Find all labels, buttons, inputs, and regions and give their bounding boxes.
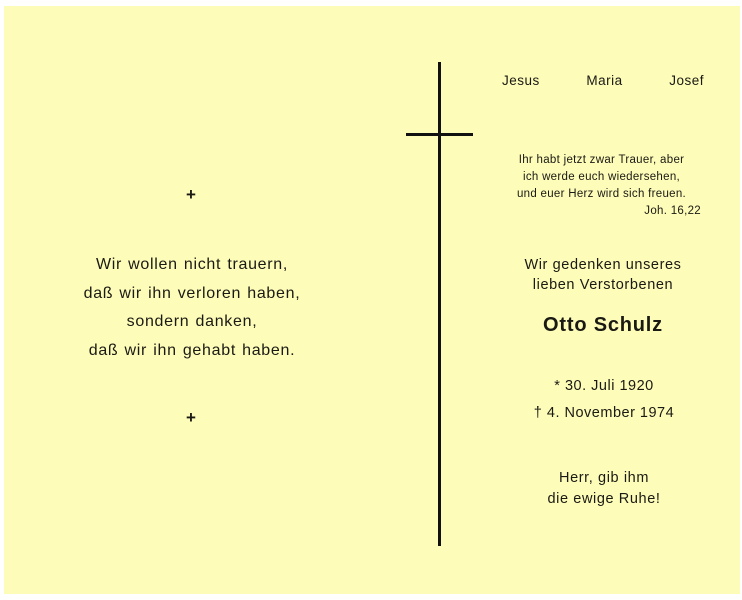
name-maria: Maria xyxy=(586,73,623,88)
poem-line: sondern danken, xyxy=(126,313,258,330)
name-jesus: Jesus xyxy=(502,73,540,88)
right-panel xyxy=(494,6,704,594)
birth-date: * 30. Juli 1920 xyxy=(554,378,654,394)
left-panel xyxy=(4,6,434,594)
poem-line: daß wir ihn gehabt haben. xyxy=(88,341,296,359)
bible-verse xyxy=(502,152,701,220)
holy-family-header xyxy=(502,73,704,88)
prayer-line: die ewige Ruhe! xyxy=(547,491,661,507)
deceased-name: Otto Schulz xyxy=(543,314,663,336)
small-cross-bottom: + xyxy=(186,408,196,427)
prayer-line: Herr, gib ihm xyxy=(559,470,649,486)
large-cross-beam xyxy=(406,133,473,136)
name-josef: Josef xyxy=(669,73,704,88)
memorial-card xyxy=(4,6,740,594)
remember-line: lieben Verstorbenen xyxy=(532,277,674,293)
remember-line: Wir gedenken unseres xyxy=(524,257,682,273)
poem-line: daß wir ihn verloren haben, xyxy=(83,284,301,302)
verse-line: Ihr habt jetzt zwar Trauer, aber xyxy=(518,154,685,166)
remembrance-text xyxy=(502,255,704,295)
closing-prayer xyxy=(504,468,704,510)
poem-line: Wir wollen nicht trauern, xyxy=(95,256,289,273)
verse-line: und euer Herz wird sich freuen. xyxy=(516,188,687,200)
life-dates xyxy=(504,373,704,427)
verse-line: ich werde euch wiedersehen, xyxy=(522,171,681,183)
poem xyxy=(34,251,350,365)
small-cross-top: + xyxy=(186,185,196,204)
death-date: † 4. November 1974 xyxy=(533,405,675,421)
verse-reference: Joh. 16,22 xyxy=(644,205,701,217)
